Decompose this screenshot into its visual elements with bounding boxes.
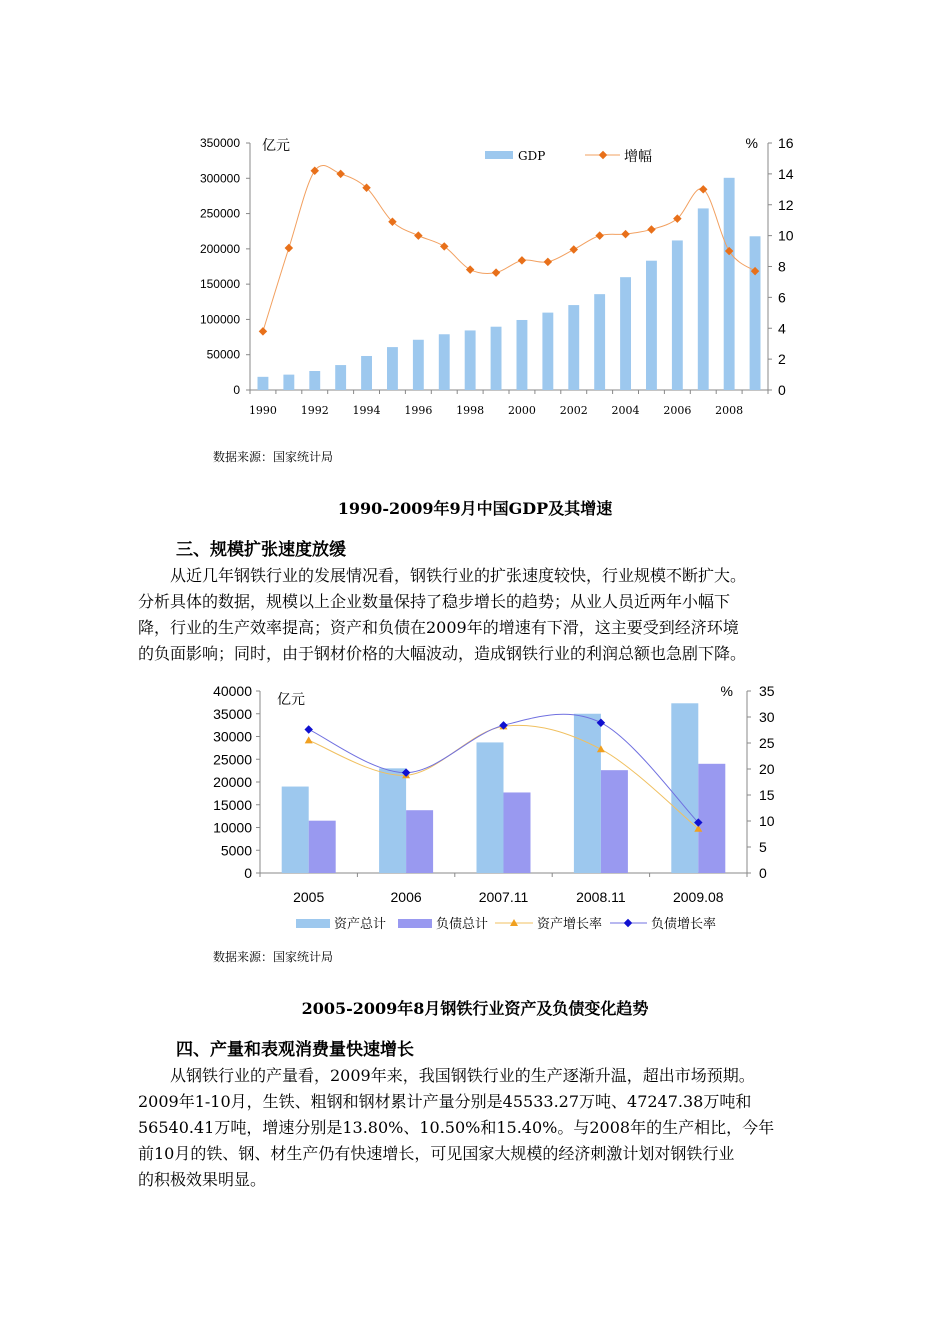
gdp-chart bbox=[180, 125, 820, 425]
left-tick-label: 5000 bbox=[220, 842, 252, 859]
x-tick-label: 1992 bbox=[300, 404, 329, 417]
steel-assets-chart bbox=[195, 678, 795, 940]
section-heading-3: 三、规模扩张速度放缓 bbox=[176, 540, 346, 560]
left-tick-label: 200000 bbox=[199, 241, 240, 256]
gdp-bar bbox=[491, 327, 502, 390]
left-tick-label: 30000 bbox=[213, 728, 252, 745]
asset-bar bbox=[477, 742, 504, 873]
right-unit-label: % bbox=[720, 683, 733, 699]
paragraph-line: 从钢铁行业的产量看，2009年来，我国钢铁行业的生产逐渐升温，超出市场预期。 bbox=[138, 1066, 755, 1085]
right-tick-label: 10 bbox=[778, 227, 794, 244]
left-tick-label: 25000 bbox=[213, 751, 252, 768]
legend-swatch-gdp bbox=[485, 151, 513, 159]
legend-label-asset-growth: 资产增长率 bbox=[537, 916, 603, 931]
paragraph-line: 的负面影响；同时，由于钢材价格的大幅波动，造成钢铁行业的利润总额也急剧下降。 bbox=[138, 644, 747, 663]
growth-point bbox=[285, 244, 293, 252]
x-tick-label: 2004 bbox=[611, 404, 640, 417]
growth-point bbox=[440, 242, 448, 250]
growth-point bbox=[466, 265, 474, 273]
asset-growth-point bbox=[305, 736, 313, 743]
liability-bar bbox=[309, 821, 336, 873]
paragraph-line: 56540.41万吨，增速分别是13.80%、10.50%和15.40%。与2008年的生产相比，今年 bbox=[138, 1118, 775, 1137]
paragraph-line: 2009年1-10月，生铁、粗钢和钢材累计产量分别是45533.27万吨、47247.38万吨和 bbox=[138, 1092, 752, 1111]
liability-bar bbox=[601, 770, 628, 873]
right-tick-label: 25 bbox=[759, 735, 775, 751]
left-tick-label: 15000 bbox=[213, 796, 252, 813]
right-tick-label: 0 bbox=[778, 382, 786, 398]
left-tick-label: 20000 bbox=[213, 774, 252, 790]
x-tick-label: 1996 bbox=[404, 404, 433, 417]
liability-bar bbox=[698, 764, 725, 873]
asset-bar bbox=[671, 703, 698, 873]
gdp-bar bbox=[698, 208, 709, 390]
legend-label-growth: 增幅 bbox=[624, 148, 652, 164]
left-tick-label: 10000 bbox=[213, 819, 252, 836]
x-tick-label: 2009.08 bbox=[672, 889, 724, 905]
right-tick-label: 12 bbox=[778, 196, 794, 213]
gdp-bar bbox=[335, 365, 346, 390]
asset-bar bbox=[379, 768, 406, 873]
gdp-bar bbox=[283, 375, 294, 390]
growth-point bbox=[647, 225, 655, 233]
right-tick-label: 4 bbox=[778, 320, 786, 337]
growth-point bbox=[518, 256, 526, 264]
x-tick-label: 1994 bbox=[352, 404, 381, 417]
right-tick-label: 5 bbox=[759, 839, 767, 855]
gdp-bar bbox=[309, 371, 320, 390]
x-tick-label: 2007.11 bbox=[478, 889, 529, 905]
right-tick-label: 35 bbox=[759, 683, 775, 699]
paragraph-line: 前10月的铁、钢、材生产仍有快速增长，可见国家大规模的经济刺激计划对钢铁行业 bbox=[138, 1144, 735, 1163]
x-tick-label: 1998 bbox=[456, 404, 485, 417]
legend-swatch-assets bbox=[296, 919, 330, 928]
gdp-bar bbox=[413, 340, 424, 390]
paragraph-4 bbox=[138, 1063, 858, 1193]
x-tick-label: 2002 bbox=[559, 404, 588, 417]
paragraph-line: 分析具体的数据，规模以上企业数量保持了稳步增长的趋势；从业人员近两年小幅下 bbox=[138, 592, 731, 611]
left-tick-label: 100000 bbox=[199, 312, 240, 327]
left-tick-label: 350000 bbox=[199, 136, 240, 150]
section-heading-4: 四、产量和表观消费量快速增长 bbox=[176, 1040, 414, 1060]
source-note-1: 数据来源：国家统计局 bbox=[213, 450, 334, 464]
growth-point bbox=[621, 230, 629, 238]
paragraph-line: 从近几年钢铁行业的发展情况看，钢铁行业的扩张速度较快，行业规模不断扩大。 bbox=[138, 566, 747, 585]
paragraph-line: 降，行业的生产效率提高；资产和负债在2009年的增速有下滑，这主要受到经济环境 bbox=[138, 618, 739, 637]
liability-bar bbox=[406, 810, 433, 873]
right-tick-label: 20 bbox=[759, 761, 775, 777]
gdp-bar bbox=[646, 261, 657, 390]
x-tick-label: 1990 bbox=[248, 404, 277, 417]
growth-point bbox=[259, 327, 267, 335]
right-tick-label: 16 bbox=[778, 135, 794, 151]
growth-point bbox=[570, 245, 578, 253]
left-tick-label: 150000 bbox=[199, 277, 240, 292]
figure-caption-1: 1990-2009年9月中国GDP及其增速 bbox=[337, 499, 613, 518]
legend-marker-growth bbox=[599, 151, 607, 159]
growth-point bbox=[595, 231, 603, 239]
x-tick-label: 2000 bbox=[507, 404, 536, 417]
source-note-2: 数据来源：国家统计局 bbox=[213, 950, 334, 964]
right-tick-label: 15 bbox=[759, 787, 775, 803]
left-tick-label: 40000 bbox=[213, 683, 252, 699]
figure-caption-2: 2005-2009年8月钢铁行业资产及负债变化趋势 bbox=[301, 999, 649, 1018]
right-tick-label: 10 bbox=[759, 813, 775, 829]
left-tick-label: 250000 bbox=[199, 206, 240, 221]
right-tick-label: 6 bbox=[778, 289, 786, 306]
x-tick-label: 2006 bbox=[663, 404, 692, 417]
legend-swatch-liabilities bbox=[398, 919, 432, 928]
legend-label-gdp: GDP bbox=[518, 149, 546, 163]
growth-point bbox=[336, 170, 344, 178]
gdp-bar bbox=[258, 377, 269, 390]
gdp-bar bbox=[465, 330, 476, 390]
gdp-bar bbox=[361, 356, 372, 390]
asset-bar bbox=[574, 714, 601, 873]
gdp-bar bbox=[542, 313, 553, 390]
gdp-bar bbox=[620, 277, 631, 390]
asset-bar bbox=[282, 787, 309, 873]
right-tick-label: 0 bbox=[759, 865, 767, 881]
legend-label-liability-growth: 负债增长率 bbox=[651, 916, 717, 931]
left-tick-label: 0 bbox=[244, 865, 252, 881]
right-tick-label: 30 bbox=[759, 709, 775, 725]
gdp-bar bbox=[387, 347, 398, 390]
left-tick-label: 300000 bbox=[199, 171, 240, 186]
legend-label-liabilities: 负债总计 bbox=[436, 916, 489, 931]
growth-point bbox=[492, 268, 500, 276]
paragraph-3 bbox=[138, 563, 858, 667]
left-unit-label: 亿元 bbox=[277, 691, 305, 707]
left-tick-label: 35000 bbox=[213, 705, 252, 722]
gdp-bar bbox=[439, 334, 450, 390]
x-tick-label: 2008.11 bbox=[576, 889, 626, 905]
liability-growth-point bbox=[304, 725, 312, 733]
left-tick-label: 50000 bbox=[206, 347, 240, 362]
gdp-bar bbox=[750, 236, 761, 390]
left-tick-label: 0 bbox=[233, 383, 240, 397]
x-tick-label: 2005 bbox=[293, 889, 325, 905]
liability-bar bbox=[504, 792, 531, 873]
right-tick-label: 2 bbox=[778, 351, 786, 368]
growth-point bbox=[544, 258, 552, 266]
growth-point bbox=[414, 231, 422, 239]
right-tick-label: 14 bbox=[778, 165, 794, 182]
legend-marker-liability-growth bbox=[624, 919, 632, 927]
x-tick-label: 2008 bbox=[715, 404, 744, 417]
gdp-bar bbox=[724, 178, 735, 390]
legend-label-assets: 资产总计 bbox=[334, 916, 387, 931]
gdp-bar bbox=[517, 320, 528, 390]
right-tick-label: 8 bbox=[778, 258, 786, 275]
gdp-bar bbox=[568, 305, 579, 390]
gdp-bar bbox=[672, 240, 683, 390]
paragraph-line: 的积极效果明显。 bbox=[138, 1170, 267, 1189]
left-unit-label: 亿元 bbox=[262, 137, 290, 153]
gdp-bar bbox=[594, 294, 605, 390]
x-tick-label: 2006 bbox=[390, 889, 422, 905]
right-unit-label: % bbox=[745, 135, 758, 151]
